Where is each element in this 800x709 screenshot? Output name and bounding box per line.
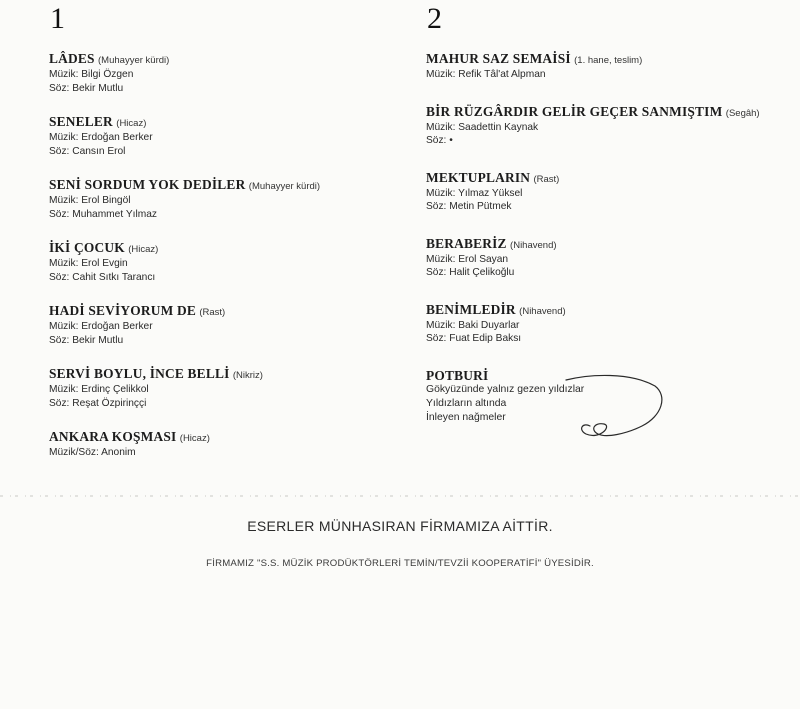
track-makam: (Nihavend) xyxy=(519,305,566,317)
track-credit: Müzik: Refik Tâl'at Alpman xyxy=(426,69,546,80)
track-credit: Söz: Halit Çelikoğlu xyxy=(426,267,515,278)
track-title: MEKTUPLARIN xyxy=(426,169,531,185)
track-title: ANKARA KOŞMASI xyxy=(49,429,177,444)
track-credit: Müzik: Erol Bingöl xyxy=(49,195,131,206)
track-credit: Söz: Fuat Edip Baksı xyxy=(426,333,522,344)
track-credit: Söz: Muhammet Yılmaz xyxy=(49,208,157,220)
pen-scribble xyxy=(560,372,670,452)
track-credit: Söz: Cahit Sıtkı Tarancı xyxy=(49,271,156,283)
track-credit: Söz: • xyxy=(426,135,453,146)
track-title: MAHUR SAZ SEMAİSİ xyxy=(426,51,571,66)
track-title: LÂDES xyxy=(49,51,95,66)
track-entry xyxy=(426,170,798,214)
track-entry xyxy=(49,366,409,410)
track-entry xyxy=(426,51,798,82)
side-1-number: 1 xyxy=(50,2,65,35)
track-title: SERVİ BOYLU, İNCE BELLİ xyxy=(49,366,230,381)
track-credit: Müzik: Erol Evgin xyxy=(49,258,128,269)
track-makam: (Hicaz) xyxy=(179,433,210,444)
lyric-line: Yıldızların altında xyxy=(426,397,507,409)
track-makam: (Rast) xyxy=(199,307,226,318)
track-title: POTBURİ xyxy=(426,367,489,383)
track-credit: Söz: Bekir Mutlu xyxy=(49,82,124,94)
track-entry xyxy=(49,303,409,347)
track-makam: (Segâh) xyxy=(725,107,760,119)
track-title: BİR RÜZGÂRDIR GELİR GEÇER SANMIŞTIM xyxy=(426,103,723,119)
track-title: BENİMLEDİR xyxy=(426,301,516,317)
track-credit: Müzik: Erol Sayan xyxy=(426,253,509,265)
track-credit: Müzik: Erdoğan Berker xyxy=(49,321,153,332)
track-credit: Müzik: Erdoğan Berker xyxy=(49,132,153,143)
track-makam: (1. hane, teslim) xyxy=(574,55,643,66)
track-title: SENELER xyxy=(49,114,113,129)
track-credit: Söz: Bekir Mutlu xyxy=(49,334,124,346)
track-title: SENİ SORDUM YOK DEDİLER xyxy=(49,177,246,192)
track-entry xyxy=(49,114,409,158)
track-entry xyxy=(426,104,798,148)
track-entry xyxy=(49,51,409,95)
track-credit: Söz: Reşat Özpirinççi xyxy=(49,397,147,409)
track-makam: (Muhayyer kürdi) xyxy=(98,55,170,66)
track-makam: (Hicaz) xyxy=(116,118,147,129)
fold-line xyxy=(0,493,800,499)
track-credit: Müzik: Yılmaz Yüksel xyxy=(426,187,523,199)
track-makam: (Nihavend) xyxy=(510,239,557,251)
track-makam: (Hicaz) xyxy=(128,244,159,255)
track-entry xyxy=(49,429,409,460)
track-makam: (Rast) xyxy=(533,173,560,185)
track-credit: Söz: Metin Pütmek xyxy=(426,201,512,212)
side-1-tracklist xyxy=(49,51,409,479)
track-makam: (Muhayyer kürdi) xyxy=(248,181,321,192)
rights-notice: ESERLER MÜNHASIRAN FİRMAMIZA AİTTİR. xyxy=(247,518,553,534)
track-entry xyxy=(426,236,798,280)
membership-notice: FİRMAMIZ "S.S. MÜZİK PRODÜKTÖRLERİ TEMİN/TEVZİİ KOOPERATİFİ" ÜYESİDİR. xyxy=(206,558,594,569)
track-entry xyxy=(49,240,409,284)
track-entry xyxy=(426,302,798,346)
lyric-line: Gökyüzünde yalnız gezen yıldızlar xyxy=(426,383,585,395)
track-credit: Müzik: Erdinç Çelikkol xyxy=(49,384,149,395)
track-title: BERABERİZ xyxy=(426,235,507,251)
track-title: HADİ SEVİYORUM DE xyxy=(49,303,196,318)
side-2-number: 2 xyxy=(427,2,442,35)
lyric-line: İnleyen nağmeler xyxy=(426,411,506,423)
track-credit: Müzik: Saadettin Kaynak xyxy=(426,121,539,133)
track-title: İKİ ÇOCUK xyxy=(49,240,125,255)
track-credit: Müzik: Bilgi Özgen xyxy=(49,69,134,80)
track-makam: (Nikriz) xyxy=(232,370,263,381)
track-credit: Söz: Cansın Erol xyxy=(49,145,126,157)
track-entry xyxy=(49,177,409,221)
track-credit: Müzik: Baki Duyarlar xyxy=(426,319,520,331)
track-credit: Müzik/Söz: Anonim xyxy=(49,447,136,458)
